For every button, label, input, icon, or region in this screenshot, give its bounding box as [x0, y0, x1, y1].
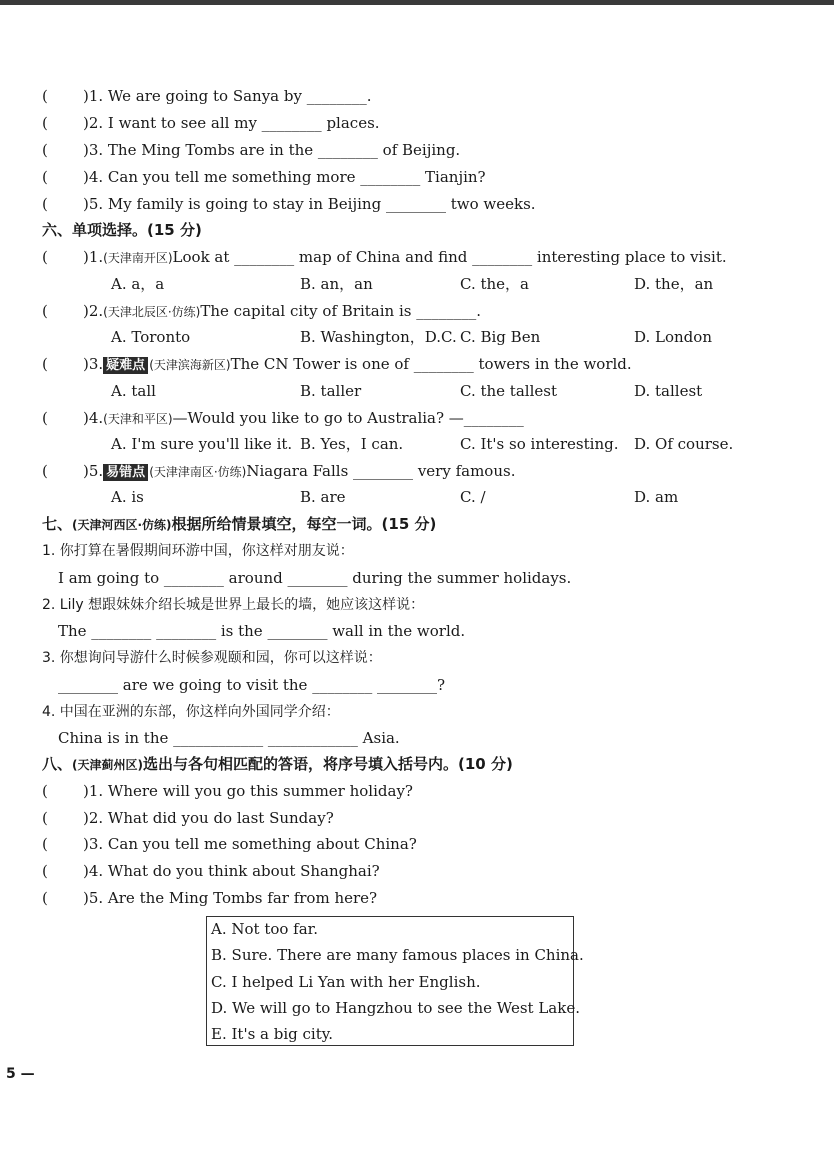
fill-in-answer[interactable]: ________ are we going to visit the ________ ________? — [58, 676, 446, 694]
answer-paren[interactable]: ( — [42, 835, 48, 853]
answer-paren[interactable]: ( — [42, 248, 48, 266]
answer-paren[interactable]: ( — [42, 782, 48, 800]
option-c[interactable]: C. the，a — [460, 275, 529, 293]
section-instruction: 选出与各句相匹配的答语，将序号填入括号内。(10 分) — [143, 755, 513, 773]
answer-choice: E. It's a big city. — [211, 1025, 333, 1043]
option-c[interactable]: C. Big Ben — [460, 328, 541, 346]
answer-choice: C. I helped Li Yan with her English. — [211, 973, 481, 991]
question-number: )4. — [83, 409, 104, 427]
answer-paren[interactable]: ( — [42, 889, 48, 907]
option-b[interactable]: B. an，an — [300, 275, 373, 293]
question-text: )2. What did you do last Sunday? — [83, 809, 334, 827]
answer-paren[interactable]: ( — [42, 141, 48, 159]
answer-choice: A. Not too far. — [211, 920, 318, 938]
fill-in-answer[interactable]: The ________ ________ is the ________ wall in the world. — [58, 622, 466, 640]
question-number: )5. — [83, 462, 104, 480]
section-number: 七、 — [42, 515, 73, 533]
question-text: Niagara Falls ________ very famous. — [246, 462, 516, 480]
option-a[interactable]: A. tall — [111, 382, 156, 400]
question-text: )2. I want to see all my ________ places. — [83, 114, 380, 132]
question-source: (天津津南区·仿练) — [149, 465, 247, 479]
option-a[interactable]: A. I'm sure you'll like it. — [111, 435, 293, 453]
answer-paren[interactable]: ( — [42, 87, 48, 105]
scenario-prompt: 4. 中国在亚洲的东部，你这样向外国同学介绍： — [42, 704, 340, 720]
question-text: The capital city of Britain is ________. — [200, 302, 481, 320]
question-source: (天津北辰区·仿练) — [103, 305, 201, 319]
option-d[interactable]: D. Of course. — [634, 435, 734, 453]
answer-paren[interactable]: ( — [42, 809, 48, 827]
question-source: (天津和平区) — [103, 412, 173, 426]
question-text: —Would you like to go to Australia? —________ — [172, 409, 524, 427]
option-d[interactable]: D. am — [634, 488, 679, 506]
answer-paren[interactable]: ( — [42, 195, 48, 213]
section-instruction: 根据所给情景填空，每空一词。(15 分) — [171, 515, 437, 533]
question-text: )1. We are going to Sanya by ________. — [83, 87, 372, 105]
difficulty-tag: 易错点 — [103, 464, 148, 481]
page-number: 5 — — [6, 1066, 35, 1082]
option-c[interactable]: C. / — [460, 488, 486, 506]
option-d[interactable]: D. the，an — [634, 275, 714, 293]
question-text: )3. The Ming Tombs are in the ________ of Beijing. — [83, 141, 461, 159]
question-text: Look at ________ map of China and find ________ interesting place to visit. — [172, 248, 727, 266]
section-title — [42, 514, 436, 535]
question-text: )4. Can you tell me something more ________ Tianjin? — [83, 168, 486, 186]
option-a[interactable]: A. a，a — [111, 275, 165, 293]
scenario-prompt: 3. 你想询问导游什么时候参观颐和园，你可以这样说： — [42, 650, 382, 666]
section-source: (天津河西区·仿练) — [72, 518, 172, 532]
option-b[interactable]: B. are — [300, 488, 346, 506]
question-text: The CN Tower is one of ________ towers in the world. — [230, 355, 632, 373]
option-c[interactable]: C. It's so interesting. — [460, 435, 619, 453]
question-number: )3. — [83, 355, 104, 373]
question-text: )4. What do you think about Shanghai? — [83, 862, 380, 880]
answer-choices-box — [206, 916, 584, 1046]
option-b[interactable]: B. Washington，D.C. — [300, 328, 457, 346]
question-text: )3. Can you tell me something about China? — [83, 835, 417, 853]
section-title — [42, 754, 513, 775]
fill-in-answer[interactable]: I am going to ________ around ________ during the summer holidays. — [58, 569, 572, 587]
answer-choice: B. Sure. There are many famous places in China. — [211, 946, 584, 964]
scenario-prompt: 1. 你打算在暑假期间环游中国，你这样对朋友说： — [42, 543, 354, 559]
question-source: (天津滨海新区) — [149, 358, 231, 372]
answer-paren[interactable]: ( — [42, 409, 48, 427]
option-c[interactable]: C. the tallest — [460, 382, 557, 400]
option-b[interactable]: B. taller — [300, 382, 362, 400]
answer-paren[interactable]: ( — [42, 355, 48, 373]
answer-paren[interactable]: ( — [42, 462, 48, 480]
scenario-prompt: 2. Lily 想跟妹妹介绍长城是世界上最长的墙，她应该这样说： — [42, 597, 425, 613]
answer-paren[interactable]: ( — [42, 302, 48, 320]
section-title: 六、单项选择。(15 分) — [42, 221, 202, 239]
fill-in-answer[interactable]: China is in the ____________ ____________ Asia. — [58, 729, 400, 747]
answer-paren[interactable]: ( — [42, 168, 48, 186]
option-d[interactable]: D. London — [634, 328, 712, 346]
question-text: )1. Where will you go this summer holiday? — [83, 782, 413, 800]
question-number: )1. — [83, 248, 104, 266]
question-source: (天津南开区) — [103, 251, 173, 265]
answer-choice: D. We will go to Hangzhou to see the West Lake. — [211, 999, 580, 1017]
question-text: )5. My family is going to stay in Beijing ________ two weeks. — [83, 195, 536, 213]
option-a[interactable]: A. Toronto — [111, 328, 191, 346]
difficulty-tag: 疑难点 — [103, 357, 148, 374]
answer-paren[interactable]: ( — [42, 114, 48, 132]
answer-paren[interactable]: ( — [42, 862, 48, 880]
section-source: (天津蓟州区) — [72, 758, 143, 772]
option-b[interactable]: B. Yes，I can. — [300, 435, 404, 453]
section-number: 八、 — [42, 755, 73, 773]
option-d[interactable]: D. tallest — [634, 382, 703, 400]
option-a[interactable]: A. is — [111, 488, 144, 506]
question-text: )5. Are the Ming Tombs far from here? — [83, 889, 378, 907]
question-number: )2. — [83, 302, 104, 320]
